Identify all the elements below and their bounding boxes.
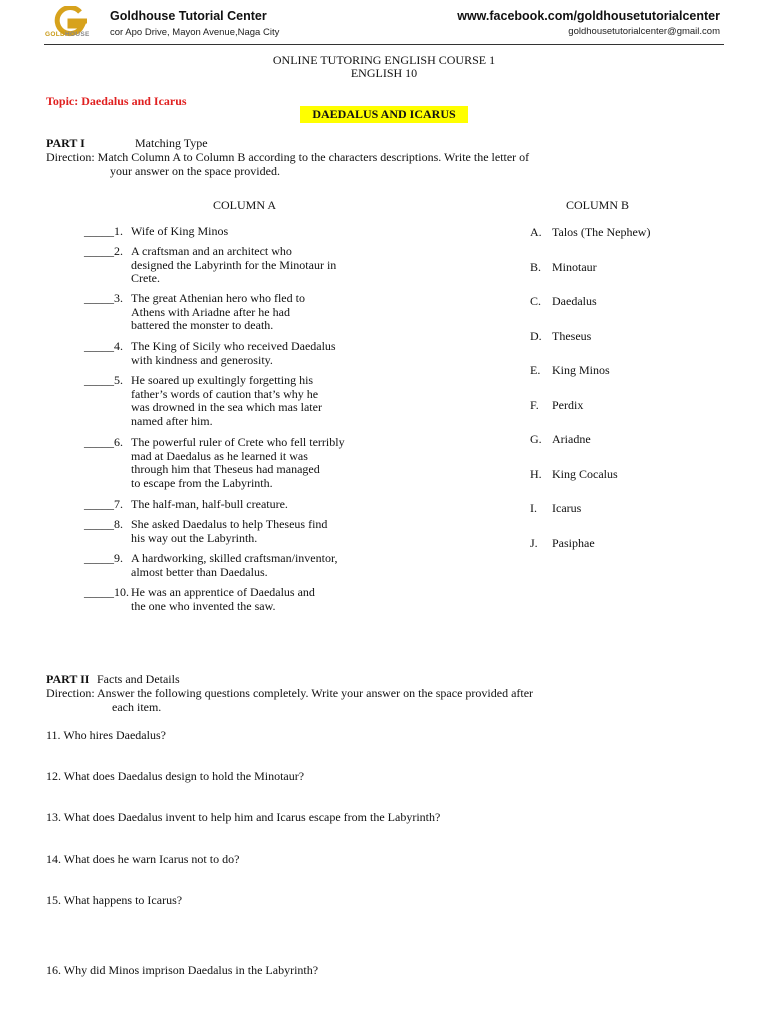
topic-label: Topic: Daedalus and Icarus [46, 94, 187, 108]
goldhouse-logo-icon [44, 6, 100, 44]
question-item: 16. Why did Minos imprison Daedalus in the Labyrinth? [46, 963, 319, 977]
matching-item: _____7. The half-man, half-bull creature. [84, 497, 288, 511]
option-item: J. Pasiphae [530, 536, 595, 550]
question-item: 15. What happens to Icarus? [46, 893, 183, 907]
matching-item: _____2. A craftsman and an architect who designed the Labyrinth for the Minotaur in Crete. [84, 244, 337, 286]
part2-name: Facts and Details [97, 672, 180, 686]
option-item: B. Minotaur [530, 260, 597, 274]
part2-label: PART II [46, 672, 90, 686]
matching-item: _____9. A hardworking, skilled craftsman/inventor, almost better than Daedalus. [84, 551, 338, 579]
column-b-header: COLUMN B [566, 198, 630, 212]
question-item: 12. What does Daedalus design to hold the Minotaur? [46, 769, 305, 783]
option-item: G. Ariadne [530, 432, 591, 446]
matching-item: _____5. He soared up exultingly forgetting his father’s words of caution that’s why he was drowned in the sea which mas later named after him. [84, 373, 322, 428]
question-item: 14. What does he warn Icarus not to do? [46, 852, 240, 866]
part1-direction: Direction: Match Column A to Column B according to the characters descriptions. Write the letter of your answer on the space provided. [46, 150, 530, 178]
matching-item: _____8. She asked Daedalus to help Theseus find his way out the Labyrinth. [84, 517, 328, 545]
part2-direction: Direction: Answer the following questions completely. Write your answer on the space provided after each item. [46, 686, 534, 714]
option-item: E. King Minos [530, 363, 610, 377]
option-item: H. King Cocalus [530, 467, 618, 481]
matching-item: _____6. The powerful ruler of Crete who fell terribly mad at Daedalus as he learned it was through him that Theseus had managed to escape from the Labyrinth. [84, 435, 345, 490]
part1-name: Matching Type [135, 136, 208, 150]
logo-wordmark: GOLDHOUSE [45, 31, 90, 38]
option-item: C. Daedalus [530, 294, 597, 308]
course-title: ONLINE TUTORING ENGLISH COURSE 1 [272, 53, 496, 67]
lesson-title: DAEDALUS AND ICARUS [312, 107, 456, 121]
matching-item: _____3. The great Athenian hero who fled to Athens with Ariadne after he had battered the monster to death. [84, 291, 305, 333]
question-item: 13. What does Daedalus invent to help him and Icarus escape from the Labyrinth? [46, 810, 441, 824]
matching-item: _____1. Wife of King Minos [84, 224, 229, 238]
org-address: cor Apo Drive, Mayon Avenue,Naga City [110, 27, 280, 38]
course-subtitle: ENGLISH 10 [350, 66, 418, 80]
option-item: A. Talos (The Nephew) [530, 225, 651, 239]
part1-label: PART I [46, 136, 85, 150]
matching-item: _____10. He was an apprentice of Daedalus and the one who invented the saw. [84, 585, 315, 613]
option-item: F. Perdix [530, 398, 584, 412]
question-item: 11. Who hires Daedalus? [46, 728, 166, 742]
option-item: D. Theseus [530, 329, 592, 343]
option-item: I. Icarus [530, 501, 582, 515]
org-name: Goldhouse Tutorial Center [110, 9, 267, 23]
facebook-link[interactable]: www.facebook.com/goldhousetutorialcenter [457, 9, 720, 23]
header-divider [44, 44, 724, 45]
column-a-header: COLUMN A [213, 198, 277, 212]
email-link[interactable]: goldhousetutorialcenter@gmail.com [568, 26, 720, 37]
matching-item: _____4. The King of Sicily who received Daedalus with kindness and generosity. [84, 339, 336, 367]
